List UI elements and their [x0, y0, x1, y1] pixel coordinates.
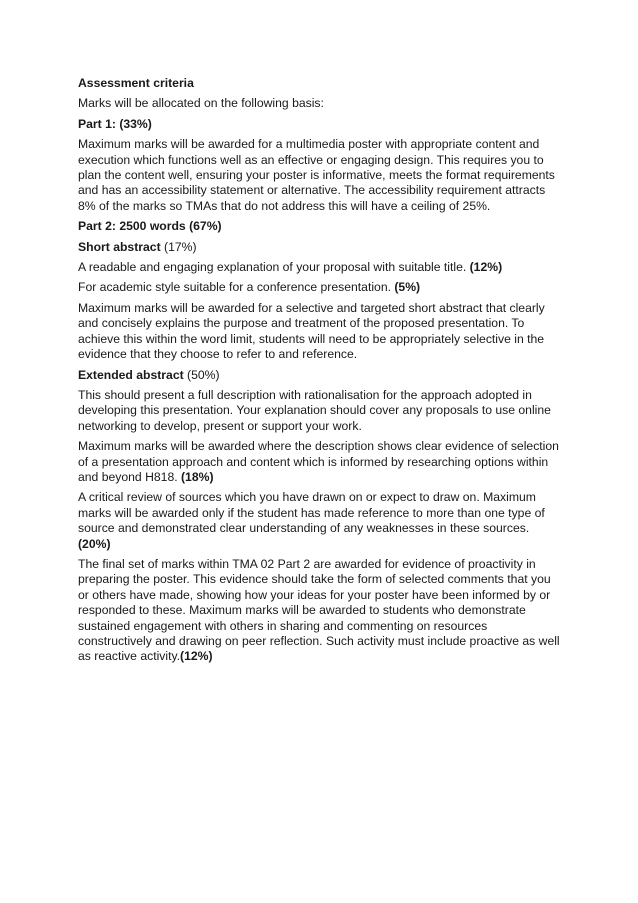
extended-abstract-para3-mark: (20%) — [78, 536, 111, 551]
short-abstract-item2-mark: (5%) — [394, 280, 421, 295]
extended-abstract-heading-line — [78, 368, 564, 383]
extended-abstract-para1: This should present a full description with rationalisation for the approach adopted in developing this presentation. Your explanation should cover any proposals to use online networking to develop, present or support your work. — [78, 387, 551, 433]
extended-abstract-para4-text: The final set of marks within TMA 02 Part 2 are awarded for evidence of proactivity in preparing the poster. This evidence should take the form of selected comments that you or others have made, showing how your ideas for your poster have been informed by or responded to these. Maximum marks will be awarded to students who demonstrate sustained engagement with others in sharing and commenting on resources constructively and drawing on peer reflection. Such activity must include proactive as well as reactive activity. — [78, 556, 560, 664]
extended-abstract-heading: Extended abstract — [78, 367, 184, 382]
short-abstract-body: Maximum marks will be awarded for a selective and targeted short abstract that clearly and concisely explains the purpose and treatment of the proposed presentation. To achieve this within the word limit, students will need to be appropriately selective in the evidence that they choose to refer to and reference. — [78, 300, 545, 362]
extended-abstract-para3-text: A critical review of sources which you have drawn on or expect to draw on. Maximum marks will be awarded only if the student has made reference to more than one type of source and demonstrated clear understanding of any weaknesses in these sources. — [78, 490, 545, 536]
extended-abstract-para4-mark: (12%) — [180, 649, 213, 664]
short-abstract-item1 — [78, 260, 564, 275]
short-abstract-item1-text: A readable and engaging explanation of your proposal with suitable title. — [78, 260, 470, 275]
part1-heading: Part 1: (33%) — [78, 116, 152, 131]
short-abstract-weight: (17%) — [160, 239, 197, 254]
short-abstract-heading: Short abstract — [78, 239, 161, 254]
document-page — [78, 76, 564, 670]
extended-abstract-para2 — [78, 439, 564, 485]
short-abstract-item2-text: For academic style suitable for a conference presentation. — [78, 280, 395, 295]
extended-abstract-weight: (50%) — [183, 367, 220, 382]
document-title: Assessment criteria — [78, 76, 194, 90]
part2-heading: Part 2: 2500 words (67%) — [78, 219, 222, 234]
extended-abstract-para2-text: Maximum marks will be awarded where the description shows clear evidence of selection of a presentation approach and content which is informed by researching options within and beyond H818. — [78, 439, 559, 484]
extended-abstract-para4 — [78, 557, 564, 665]
short-abstract-heading-line — [78, 240, 564, 255]
part1-body: Maximum marks will be awarded for a multimedia poster with appropriate content and execution which functions well as an effective or engaging design. This requires you to plan the content well, ensuring your poster is informative, meets the format requirements and has an accessibility statement or alternative. The accessibility requirement attracts 8% of the marks so TMAs that do not address this will have a ceiling of 25%. — [78, 137, 555, 213]
short-abstract-item2 — [78, 280, 564, 295]
intro-text: Marks will be allocated on the following basis: — [78, 96, 324, 111]
extended-abstract-para3 — [78, 490, 564, 552]
extended-abstract-para2-mark: (18%) — [181, 469, 214, 484]
short-abstract-item1-mark: (12%) — [469, 260, 503, 275]
